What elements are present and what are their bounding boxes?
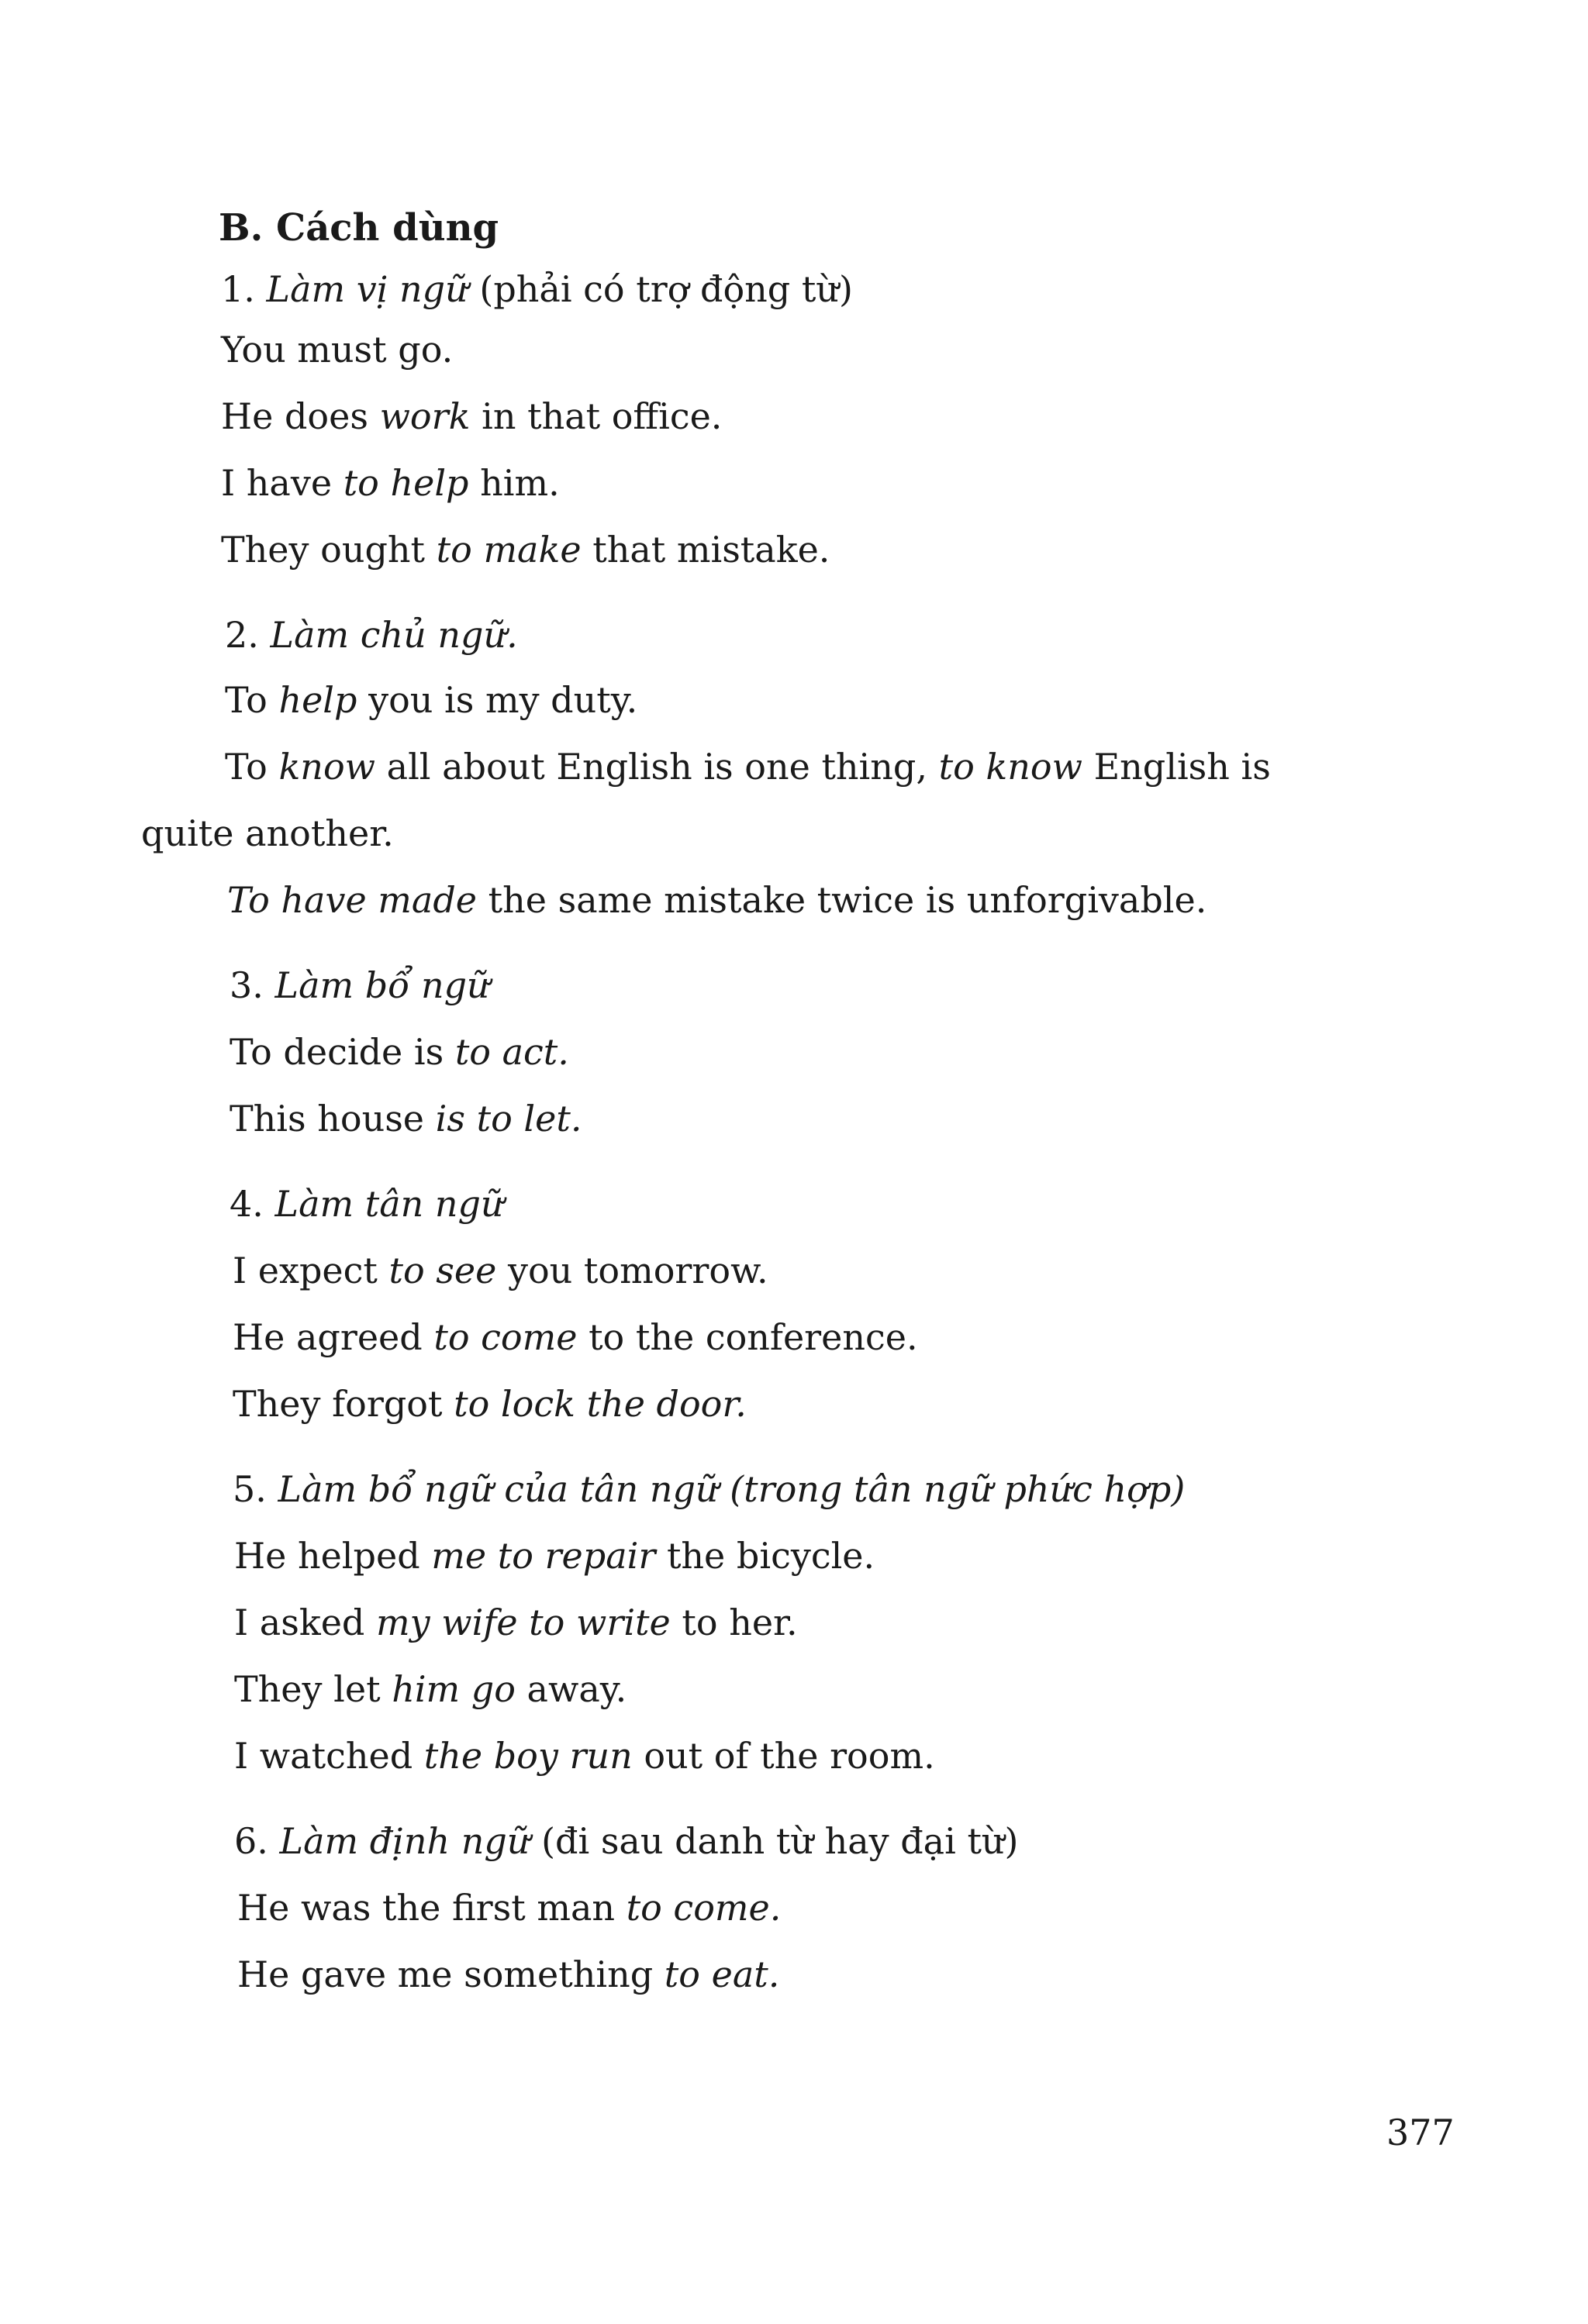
italic-text: the boy run	[423, 1735, 633, 1777]
italic-text: Làm tân ngữ	[274, 1183, 504, 1225]
example-line	[221, 329, 454, 371]
text: in that office.	[470, 395, 723, 437]
example-line	[233, 1383, 747, 1425]
example-line	[225, 679, 638, 721]
example-line	[234, 1668, 627, 1710]
italic-text: him go	[392, 1668, 516, 1710]
example-line	[233, 1250, 768, 1291]
text: the same mistake twice is unforgivable.	[477, 879, 1207, 921]
italic-text: to help	[343, 462, 469, 504]
text: 4.	[230, 1183, 275, 1225]
text: He agreed	[233, 1316, 434, 1358]
example-line	[230, 1098, 582, 1140]
text: (phải có trợ động từ)	[468, 268, 853, 310]
text: the bicycle.	[655, 1535, 875, 1577]
italic-text: know	[278, 746, 376, 788]
example-line	[237, 1953, 780, 1995]
italic-text: help	[278, 679, 357, 721]
italic-text: to see	[388, 1250, 497, 1291]
text: I asked	[234, 1602, 376, 1643]
heading-use-4	[230, 1183, 504, 1225]
text: 1.	[221, 268, 267, 310]
text: 6.	[234, 1820, 280, 1862]
italic-text: is to let.	[435, 1098, 582, 1140]
text: that mistake.	[581, 529, 830, 571]
page-number: 377	[1386, 2112, 1455, 2153]
heading-use-6	[234, 1820, 1019, 1862]
italic-text: To have made	[227, 879, 478, 921]
italic-text: to come.	[626, 1887, 782, 1929]
text: 2.	[225, 614, 271, 656]
text: English is	[1082, 746, 1271, 788]
text: (đi sau danh từ hay đại từ)	[530, 1820, 1019, 1862]
heading-use-1	[221, 268, 853, 310]
text: quite another.	[141, 812, 394, 854]
italic-text: me to repair	[431, 1535, 656, 1577]
text: out of the room.	[632, 1735, 935, 1777]
text: This house	[230, 1098, 436, 1140]
italic-text: my wife to write	[376, 1602, 671, 1643]
text: I watched	[234, 1735, 424, 1777]
example-line	[234, 1602, 798, 1643]
italic-text: to act.	[454, 1031, 569, 1073]
example-line	[234, 1535, 875, 1577]
text: 5.	[233, 1468, 278, 1510]
heading-use-5	[233, 1468, 1186, 1510]
example-line	[221, 529, 830, 571]
italic-text: to lock the door.	[454, 1383, 747, 1425]
italic-text: to make	[436, 529, 582, 571]
italic-text: to come	[433, 1316, 578, 1358]
italic-text: to know	[938, 746, 1082, 788]
italic-text: Làm vị ngữ	[266, 268, 468, 310]
italic-text: work	[379, 395, 471, 437]
text: He helped	[234, 1535, 432, 1577]
text: To decide is	[230, 1031, 455, 1073]
text: I expect	[233, 1250, 389, 1291]
text: You must go.	[221, 329, 454, 371]
example-line-continued	[141, 812, 394, 854]
text: He gave me something	[237, 1953, 665, 1995]
text: He was the first man	[237, 1887, 627, 1929]
text: They forgot	[233, 1383, 454, 1425]
example-line	[221, 462, 560, 504]
text: to the conference.	[577, 1316, 918, 1358]
example-line	[233, 1316, 918, 1358]
text: to her.	[670, 1602, 798, 1643]
italic-text: to eat.	[664, 1953, 780, 1995]
text: To	[225, 746, 279, 788]
example-line	[234, 1735, 935, 1777]
example-line	[221, 395, 723, 437]
example-line	[227, 879, 1207, 921]
heading-use-2	[225, 614, 518, 656]
text: They ought	[221, 529, 437, 571]
text: To	[225, 679, 279, 721]
text: you is my duty.	[357, 679, 638, 721]
italic-text: Làm chủ ngữ.	[270, 614, 518, 656]
heading-use-3	[230, 964, 490, 1006]
text: 3.	[230, 964, 275, 1006]
text: He does	[221, 395, 380, 437]
italic-text: Làm bổ ngữ của tân ngữ (trong tân ngữ phức hợp)	[278, 1468, 1186, 1510]
text: him.	[468, 462, 560, 504]
example-line	[230, 1031, 569, 1073]
italic-text: Làm bổ ngữ	[274, 964, 490, 1006]
text: I have	[221, 462, 343, 504]
example-line	[237, 1887, 782, 1929]
section-title: B. Cách dùng	[219, 206, 499, 250]
text: away.	[515, 1668, 627, 1710]
text: They let	[234, 1668, 392, 1710]
example-line	[225, 746, 1271, 788]
text: all about English is one thing,	[375, 746, 939, 788]
italic-text: Làm định ngữ	[279, 1820, 530, 1862]
text: you tomorrow.	[496, 1250, 768, 1291]
